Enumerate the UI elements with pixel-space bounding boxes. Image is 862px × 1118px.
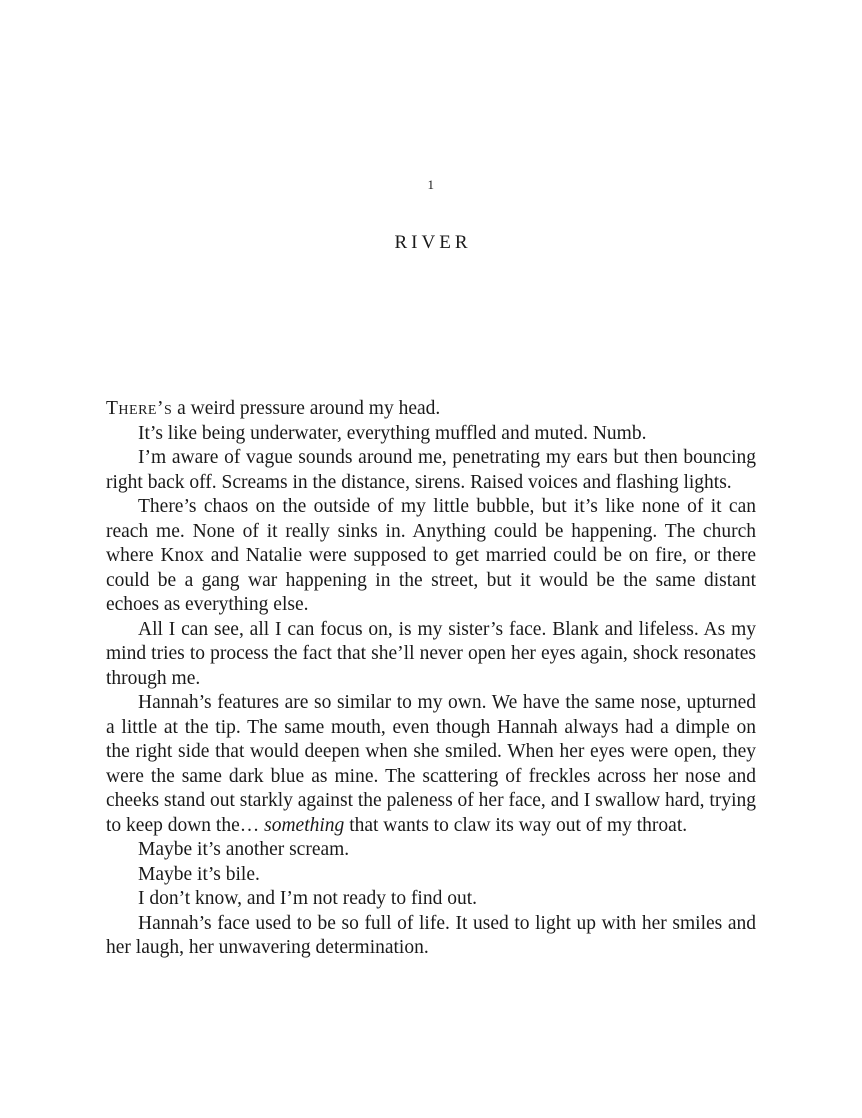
paragraph-1-text: a weird pressure around my head. — [172, 398, 441, 419]
paragraph-6-text-before: Hannah’s features are so similar to my own. We have the same nose, upturned a little at the tip. The same mouth, even though Hannah always had a dimple on the right side that would deepen when she smiled. When her eyes were open, they were the same dark blue as mine. The scattering of freckles across her nose and cheeks stand out starkly against the paleness of her face, and I swallow hard, trying to keep down the… — [106, 692, 756, 836]
paragraph-10: Hannah’s face used to be so full of life. It used to light up with her smiles and her laugh, her unwavering determination. — [106, 912, 756, 958]
emphasis-word: something — [264, 814, 345, 836]
paragraph-7: Maybe it’s another scream. — [138, 839, 350, 860]
paragraph-4: There’s chaos on the outside of my little bubble, but it’s like none of it can reach me. None of it really sinks in. Anything could be happening. The church where Knox and Natalie were supposed to get married could be on fire, or there could be a gang war happening in the street, but it would be the same distant echoes as everything else. — [106, 496, 756, 615]
lead-in-smallcaps: There’s — [106, 398, 173, 419]
paragraph-1 — [106, 397, 756, 422]
chapter-title: RIVER — [394, 232, 472, 253]
paragraph-8: Maybe it’s bile. — [138, 863, 260, 885]
paragraph-5: All I can see, all I can focus on, is my sister’s face. Blank and lifeless. As my mind tries to process the fact that she’ll never open her eyes again, shock resonates through me. — [106, 618, 756, 689]
chapter-number: 1 — [427, 177, 435, 192]
chapter-body — [106, 397, 756, 961]
paragraph-3: I’m aware of vague sounds around me, penetrating my ears but then bouncing right back off. Screams in the distance, sirens. Raised voices and flashing lights. — [106, 447, 756, 493]
paragraph-6 — [106, 691, 756, 838]
paragraph-6-text-after: that wants to claw its way out of my throat. — [344, 814, 688, 836]
paragraph-9: I don’t know, and I’m not ready to find out. — [138, 888, 478, 909]
paragraph-2: It’s like being underwater, everything muffled and muted. Numb. — [138, 422, 647, 444]
